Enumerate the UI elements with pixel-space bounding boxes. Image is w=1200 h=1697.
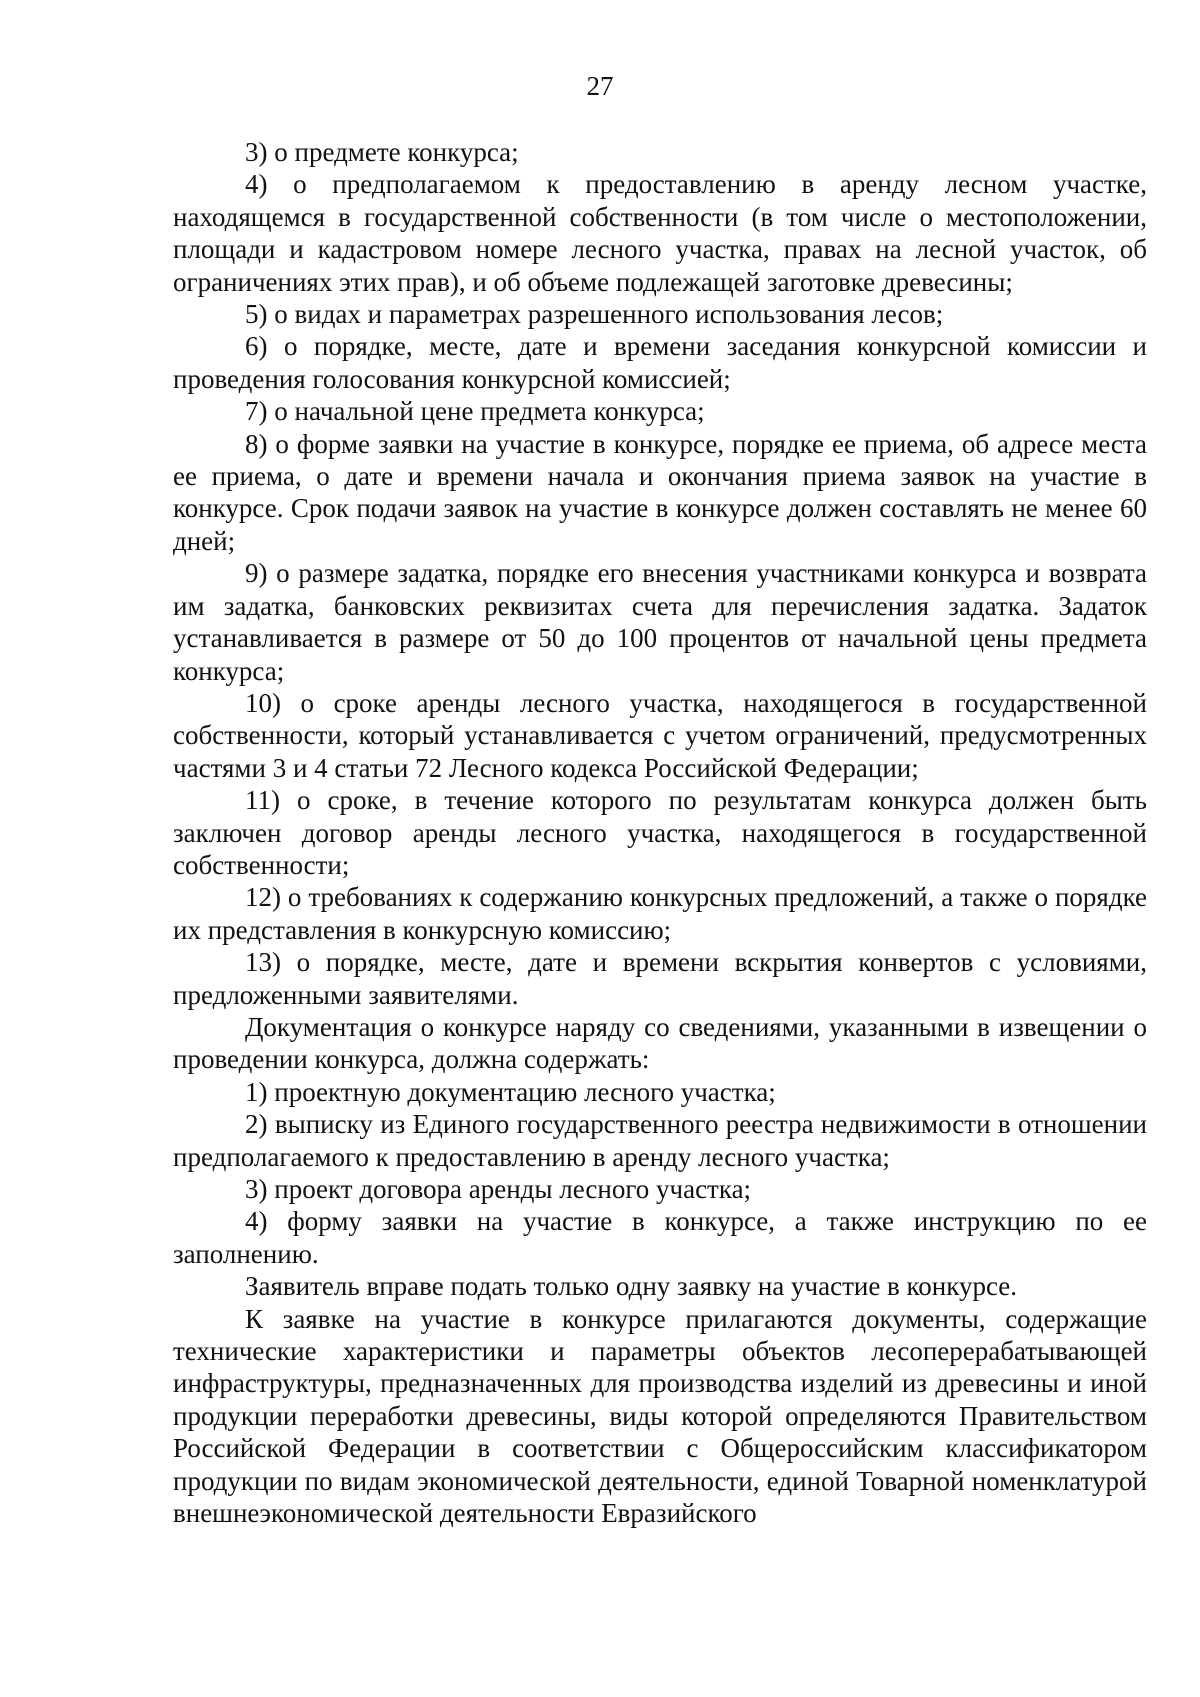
paragraph-item-9-deposit: 9) о размере задатка, порядке его внесения участниками конкурса и возврата им задатка, банковских реквизитах счета для перечисления задатка. Задаток устанавливается в размере от 50 до 100 процентов от начальной цены предмета конкурса; [173, 558, 1147, 686]
paragraph-item-11-contract-term: 11) о сроке, в течение которого по результатам конкурса должен быть заключен договор аренды лесного участка, находящегося в государственной собственности; [173, 785, 1147, 880]
paragraph-doc-item-3-lease-draft: 3) проект договора аренды лесного участка; [245, 1174, 752, 1204]
paragraph-documentation-intro: Документация о конкурсе наряду со сведениями, указанными в извещении о проведении конкурса, должна содержать: [173, 1011, 1147, 1075]
paragraph-item-8-application-form: 8) о форме заявки на участие в конкурсе, порядке ее приема, об адресе места ее приема, о дате и времени начала и окончания приема заявок на участие в конкурсе. Срок подачи заявок на участие в конкурсе должен составлять не менее 60 дней; [173, 428, 1147, 556]
document-body [173, 136, 1147, 1529]
paragraph-item-7-initial-price: 7) о начальной цене предмета конкурса; [245, 396, 705, 427]
paragraph-item-4-forest-plot: 4) о предполагаемом к предоставлению в аренду лесном участке, находящемся в государственной собственности (в том числе о местоположении, площади и кадастровом номере лесного участка, правах на лесной участок, об ограничениях этих прав), и об объеме подлежащей заготовке древесины; [173, 169, 1147, 297]
paragraph-item-10-lease-term: 10) о сроке аренды лесного участка, находящегося в государственной собственности, который устанавливается с учетом ограничений, предусмотренных частями 3 и 4 статьи 72 Лесного кодекса Российской Федерации; [173, 687, 1147, 783]
paragraph-doc-item-1-project: 1) проектную документацию лесного участка; [245, 1076, 776, 1107]
paragraph-single-application: Заявитель вправе подать только одну заявку на участие в конкурсе. [245, 1271, 1018, 1302]
paragraph-doc-item-2-registry-extract: 2) выписку из Единого государственного реестра недвижимости в отношении предполагаемого к предоставлению в аренду лесного участка; [173, 1109, 1147, 1172]
paragraph-doc-item-4-application-form: 4) форму заявки на участие в конкурсе, а также инструкцию по ее заполнению. [173, 1206, 1147, 1269]
paragraph-item-12-proposal-requirements: 12) о требованиях к содержанию конкурсных предложений, а также о порядке их представления в конкурсную комиссию; [173, 882, 1147, 945]
paragraph-item-6-commission-meeting: 6) о порядке, месте, дате и времени заседания конкурсной комиссии и проведения голосования конкурсной комиссией; [173, 331, 1147, 394]
paragraph-item-3-subject: 3) о предмете конкурса; [245, 137, 519, 167]
paragraph-application-attachments: К заявке на участие в конкурсе прилагаются документы, содержащие технические характеристики и параметры объектов лесоперерабатывающей инфраструктуры, предназначенных для производства изделий из древесины и иной продукции переработки древесины, виды которой определяются Правительством Российской Федерации в соответствии с Общероссийским классификатором продукции по видам экономической деятельности, единой Товарной номенклатурой внешнеэкономической деятельности Евразийского [173, 1303, 1147, 1529]
page-number: 27 [586, 71, 614, 101]
paragraph-item-13-envelope-opening: 13) о порядке, месте, дате и времени вскрытия конвертов с условиями, предложенными заявителями. [173, 947, 1147, 1010]
paragraph-item-5-forest-use: 5) о видах и параметрах разрешенного использования лесов; [245, 299, 944, 330]
